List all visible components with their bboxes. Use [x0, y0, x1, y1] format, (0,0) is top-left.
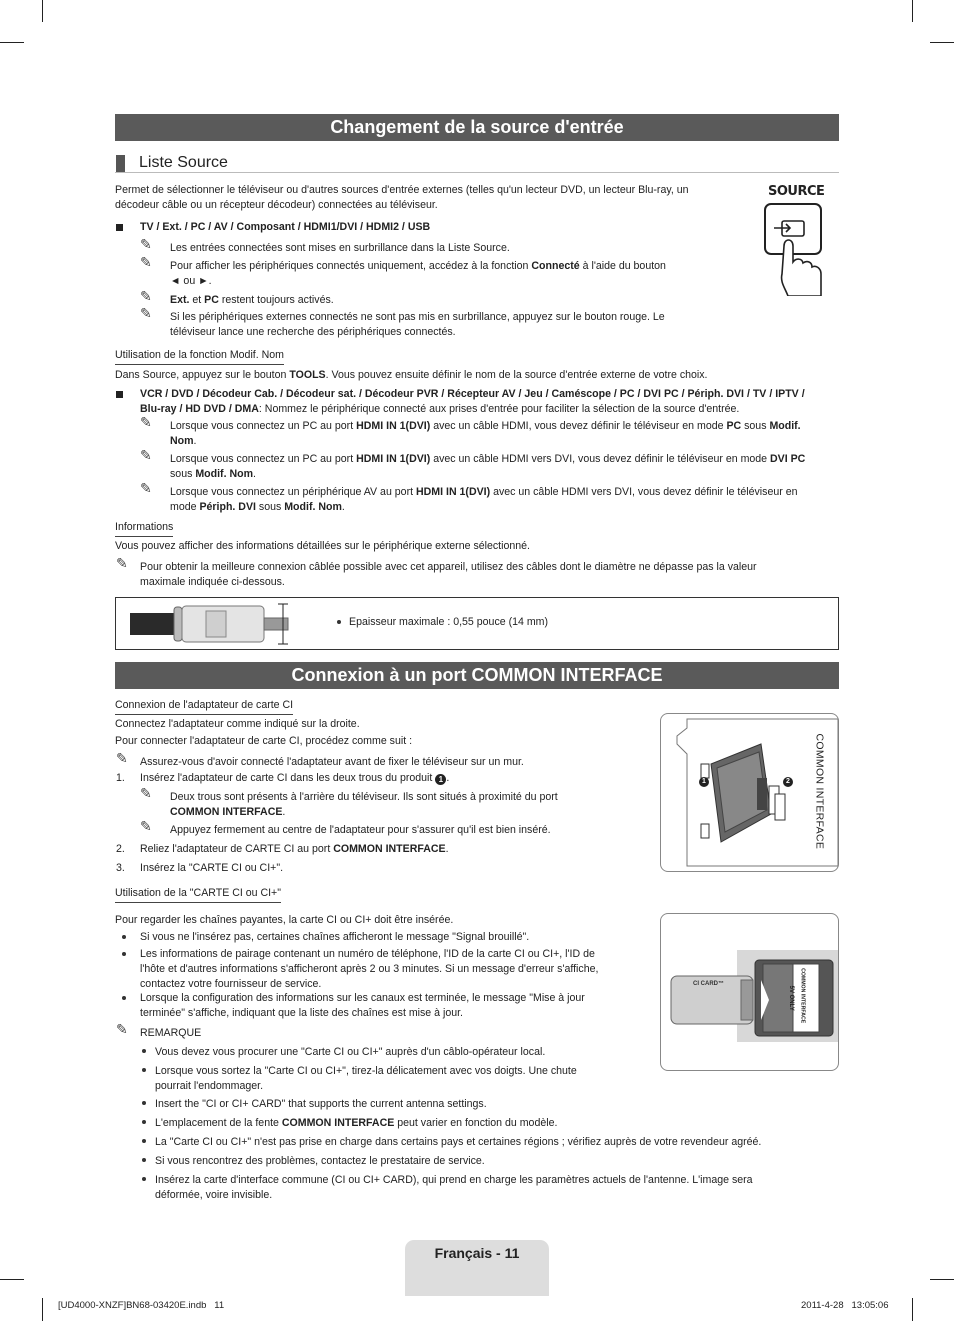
cable-spec-text: Epaisseur maximale : 0,55 pouce (14 mm): [349, 616, 549, 628]
ci-card-label: CI CARD™: [693, 981, 724, 987]
remark-item: Insérez la carte d'interface commune (CI ou CI+ CARD), qui prend en charge les paramètres actuels de l'antenne. L'image sera déformée, voire invisible.: [155, 1174, 753, 1201]
note-icon: ✎: [140, 288, 152, 304]
note-icon: ✎: [140, 236, 152, 252]
section-title-source: Changement de la source d'entrée: [115, 114, 839, 141]
remark-item: Vous devez vous procurer une "Carte CI ou CI+" auprès d'un câblo-opérateur local.: [155, 1046, 546, 1058]
note-text: Ext. et PC restent toujours activés.: [170, 294, 334, 306]
step-text: Insérez l'adaptateur de carte CI dans les deux trous du produit 1 .: [140, 772, 450, 784]
ci-card-illustration: [661, 914, 839, 1071]
remark-item: La "Carte CI ou CI+" n'est pas prise en charge dans certains pays et certaines régions ; vérifiez auprès de votre revendeur agréé.: [155, 1136, 762, 1148]
list-bullet-dot: [122, 935, 126, 939]
source-button-icon: [760, 200, 830, 296]
fig-marker-1: 1: [699, 777, 709, 787]
section-title-ci: Connexion à un port COMMON INTERFACE: [115, 662, 839, 689]
crop-mark: [42, 1298, 43, 1321]
note-text: Lorsque vous connectez un PC au port HDMI IN 1(DVI) avec un câble HDMI vers DVI, vous devez définir le téléviseur en mode DVI PC sous Modif. Nom.: [170, 453, 806, 480]
crop-mark: [912, 1298, 913, 1321]
note-text: Pour afficher les périphériques connectés uniquement, accédez à la fonction Connecté à l'aide du bouton ◄ ou ►.: [170, 260, 666, 287]
step-text: Reliez l'adaptateur de CARTE CI au port COMMON INTERFACE.: [140, 843, 449, 855]
ci-slot-label: 5V ONLY: [788, 985, 795, 1011]
subsection-title: Liste Source: [139, 154, 228, 171]
remarque-label: REMARQUE: [140, 1027, 202, 1039]
fig-marker-2: 2: [783, 777, 793, 787]
note-text: Lorsque vous connectez un PC au port HDMI IN 1(DVI) avec un câble HDMI, vous devez définir le téléviseur en mode PC sous Modif. Nom.: [170, 420, 801, 447]
note-icon: ✎: [140, 480, 152, 496]
source-list-item: TV / Ext. / PC / AV / Composant / HDMI1/DVI / HDMI2 / USB: [140, 221, 431, 233]
usage-bullet: Si vous ne l'insérez pas, certaines chaînes afficheront le message "Signal brouillé".: [140, 931, 530, 943]
crop-mark: [42, 0, 43, 22]
remote-source-label: SOURCE: [768, 184, 825, 199]
list-bullet-dot: [337, 620, 341, 624]
ci-adapter-figure: [660, 713, 839, 872]
usage-intro: Pour regarder les chaînes payantes, la carte CI ou CI+ doit être insérée.: [115, 914, 454, 926]
remark-item: L'emplacement de la fente COMMON INTERFACE peut varier en fonction du modèle.: [155, 1117, 558, 1129]
usage-heading: Utilisation de la "CARTE CI ou CI+": [115, 886, 281, 903]
note-icon: ✎: [140, 785, 152, 801]
subsection-marker: [116, 155, 125, 172]
ci-slot-label: COMMON INTERFACE: [799, 968, 806, 1024]
usage-bullet: Lorsque la configuration des informations sur les canaux est terminée, le message "Mise à jour terminée" s'affiche, indiquant que la liste des chaînes est mise à jour.: [140, 992, 585, 1019]
crop-mark: [0, 1279, 24, 1280]
list-bullet-dot: [142, 1049, 146, 1053]
list-bullet-square: [116, 391, 123, 398]
subsection-header: [115, 151, 839, 173]
list-bullet-dot: [122, 952, 126, 956]
crop-mark: [930, 42, 954, 43]
note-icon: ✎: [116, 750, 128, 766]
usage-bullet: Les informations de pairage contenant un numéro de téléphone, l'ID de la carte CI ou CI+, l'ID de l'hôte et d'autres informations s'afficheront après 2 ou 3 minutes. Si un message d'erreur s'affiche, contactez votre fournisseur de service.: [140, 948, 599, 990]
note-icon: ✎: [140, 254, 152, 270]
step-number: 1.: [116, 772, 125, 784]
note-text: Pour obtenir la meilleure connexion câblée possible avec cet appareil, utilisez des câbles dont le diamètre ne dépasse pas la valeur maximale indiquée ci-dessous.: [140, 561, 757, 588]
page-number: Français - 11: [434, 1245, 520, 1261]
adapter-text: Pour connecter l'adaptateur de carte CI, procédez comme suit :: [115, 735, 413, 747]
step-number: 2.: [116, 843, 125, 855]
note-text: Lorsque vous connectez un périphérique AV au port HDMI IN 1(DVI) avec un câble HDMI vers DVI, vous devez définir le téléviseur en mode Périph. DVI sous Modif. Nom.: [170, 486, 798, 513]
device-list-item: VCR / DVD / Décodeur Cab. / Décodeur sat. / Décodeur PVR / Récepteur AV / Jeu / Caméscope / PC / DVI PC / Périph. DVI / TV / IPTV / Blu-ray / HD DVD / DMA: Nommez le périphérique connecté aux prises d'entrée pour faciliter la sélection de la source d'entrée.: [140, 388, 805, 415]
modif-heading: Utilisation de la fonction Modif. Nom: [115, 348, 284, 365]
list-bullet-dot: [142, 1101, 146, 1105]
note-icon: ✎: [116, 555, 128, 571]
note-icon: ✎: [140, 305, 152, 321]
common-interface-label: COMMON INTERFACE: [813, 733, 826, 850]
crop-mark: [912, 0, 913, 22]
note-icon: ✎: [140, 818, 152, 834]
list-bullet-dot: [142, 1177, 146, 1181]
note-text: Assurez-vous d'avoir connecté l'adaptateur avant de fixer le téléviseur sur un mur.: [140, 756, 524, 768]
modif-text: Dans Source, appuyez sur le bouton TOOLS. Vous pouvez ensuite définir le nom de la source d'entrée externe de votre choix.: [115, 369, 708, 381]
info-heading: Informations: [115, 520, 173, 537]
remark-item: Insert the "CI or CI+ CARD" that supports the current antenna settings.: [155, 1098, 487, 1110]
crop-mark: [930, 1279, 954, 1280]
step-number: 3.: [116, 862, 125, 874]
note-icon: ✎: [140, 414, 152, 430]
footer-file: [UD4000-XNZF]BN68-03420E.indb 11: [58, 1300, 225, 1311]
note-text: Si les périphériques externes connectés ne sont pas mis en surbrillance, appuyez sur le bouton rouge. Le téléviseur lance une recherche des périphériques connectés.: [170, 311, 665, 338]
note-icon: ✎: [116, 1021, 128, 1037]
note-icon: ✎: [140, 447, 152, 463]
list-bullet-dot: [142, 1139, 146, 1143]
page-number-tab: [405, 1240, 549, 1296]
list-bullet-square: [116, 224, 123, 231]
note-text: Les entrées connectées sont mises en surbrillance dans la Liste Source.: [170, 242, 510, 254]
list-bullet-dot: [142, 1120, 146, 1124]
remark-item: Lorsque vous sortez la "Carte CI ou CI+", tirez-la délicatement avec vos doigts. Une chute pourrait l'endommager.: [155, 1065, 577, 1092]
footer-date: 2011-4-28 13:05:06: [801, 1300, 889, 1311]
info-text: Vous pouvez afficher des informations détaillées sur le périphérique externe sélectionné.: [115, 540, 530, 552]
list-bullet-dot: [142, 1158, 146, 1162]
adapter-heading: Connexion de l'adaptateur de carte CI: [115, 698, 293, 715]
intro-text: Permet de sélectionner le téléviseur ou d'autres sources d'entrée externes (telles qu'un lecteur DVD, un lecteur Blu-ray, un décodeur câble ou un récepteur décodeur) connectées au téléviseur.: [115, 184, 689, 211]
note-text: Deux trous sont présents à l'arrière du téléviseur. Ils sont situés à proximité du port COMMON INTERFACE.: [170, 791, 558, 818]
ci-card-figure: [660, 913, 839, 1071]
cable-icon: [128, 602, 298, 646]
list-bullet-dot: [142, 1068, 146, 1072]
remark-item: Si vous rencontrez des problèmes, contactez le prestataire de service.: [155, 1155, 485, 1167]
step-text: Insérez la "CARTE CI ou CI+".: [140, 862, 284, 874]
step-marker-1: 1: [435, 774, 446, 785]
adapter-text: Connectez l'adaptateur comme indiqué sur la droite.: [115, 718, 360, 730]
crop-mark: [0, 42, 24, 43]
list-bullet-dot: [122, 996, 126, 1000]
note-text: Appuyez fermement au centre de l'adaptateur pour s'assurer qu'il est bien inséré.: [170, 824, 551, 836]
